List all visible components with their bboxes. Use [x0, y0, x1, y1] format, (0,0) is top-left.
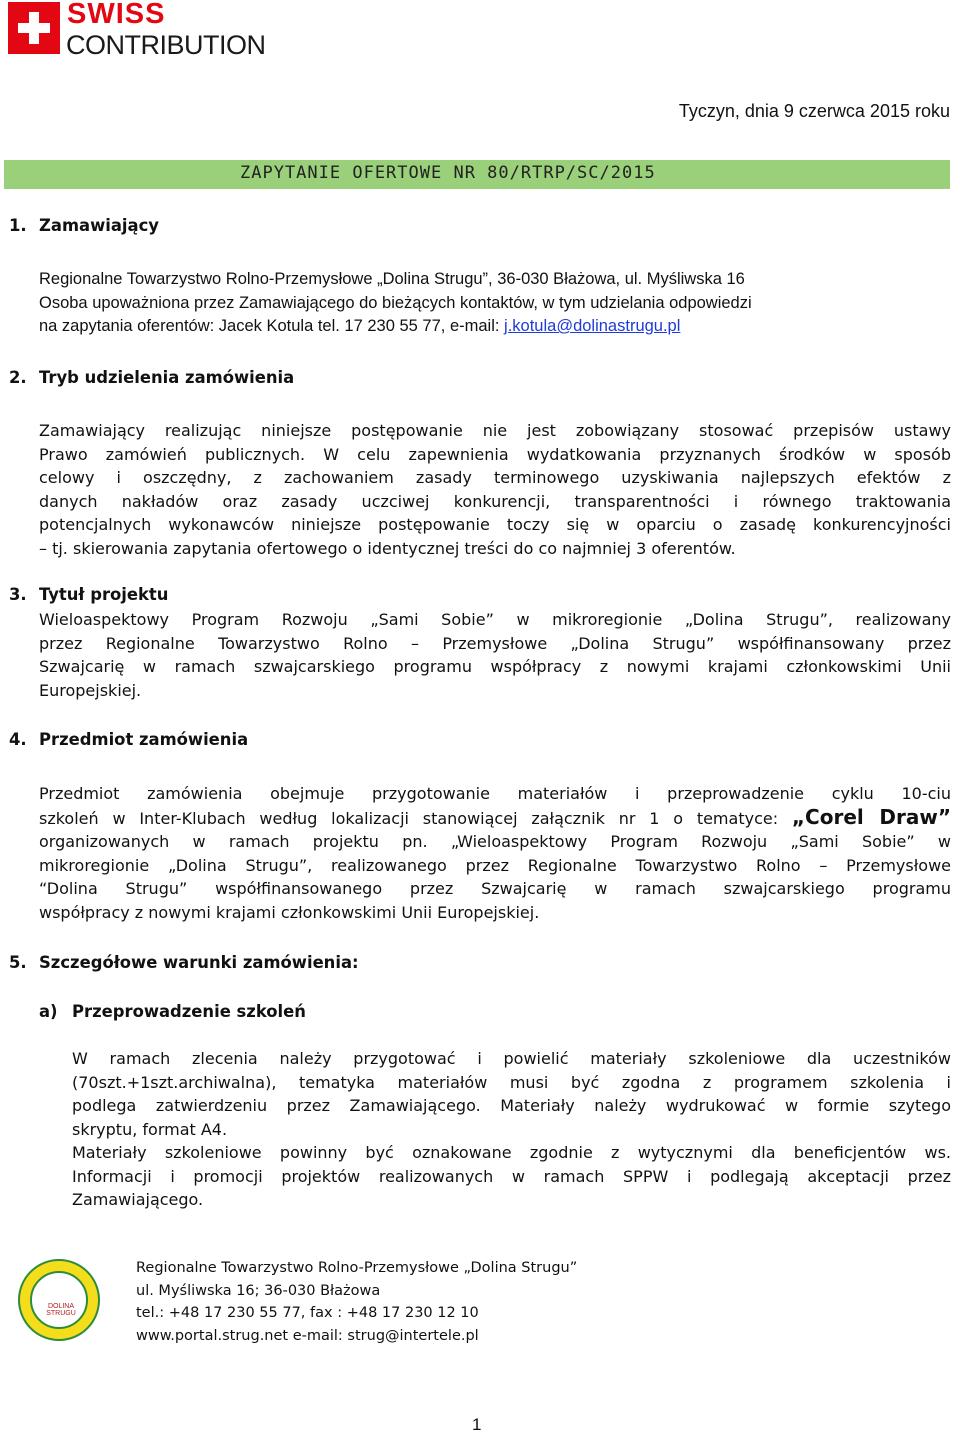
- section-3-line: Wieloaspektowy Program Rozwoju „Sami Sobie” w mikroregionie „Dolina Strugu”, realizowany: [39, 610, 951, 629]
- footer-line: www.portal.strug.net e-mail: strug@intertele.pl: [136, 1327, 479, 1344]
- section-1-body: [39, 268, 951, 339]
- section-1-line: Regionalne Towarzystwo Rolno-Przemysłowe „Dolina Strugu”, 36-030 Błażowa, ul. Myśliwska 16: [39, 270, 745, 288]
- section-4-line: [39, 806, 951, 831]
- section-5-line: Materiały szkoleniowe powinny być oznakowane zgodnie z wytycznymi dla beneficjentów ws.: [72, 1143, 951, 1162]
- training-topic: „Corel Draw”: [791, 804, 952, 829]
- section-2-line: celowy i oszczędny, z zachowaniem zasady terminowego uzyskiwania najlepszych efektów z: [39, 468, 951, 487]
- section-3-line: Europejskiej.: [39, 680, 142, 700]
- section-3-number: 3.: [9, 585, 27, 604]
- section-1-number: 1.: [9, 216, 27, 235]
- section-5-line: (70szt.+1szt.archiwalna), tematyka materiałów musi być zgodna z programem szkolenia i: [72, 1072, 951, 1092]
- section-5-line: Informacji i promocji projektów realizowanych w ramach SPPW i podlegają akceptacji przez: [72, 1166, 951, 1186]
- logo-inner-circle: [30, 1271, 88, 1329]
- section-5-heading: Szczegółowe warunki zamówienia:: [39, 953, 359, 972]
- section-1-line: [39, 315, 951, 339]
- swiss-cross-icon: [8, 2, 60, 54]
- section-2-line: Prawo zamówień publicznych. W celu zapewnienia wydatkowania przyznanych środków w sposób: [39, 444, 951, 464]
- section-5-line: podlega zatwierdzeniu przez Zamawiającego. Materiały należy wydrukować w formie szytego: [72, 1096, 951, 1115]
- document-title: ZAPYTANIE OFERTOWE NR 80/RTRP/SC/2015: [240, 163, 656, 183]
- section-1-line: Osoba upoważniona przez Zamawiającego do bieżących kontaktów, w tym udzielania odpowiedzi: [39, 293, 752, 312]
- section-4-line: organizowanych w ramach projektu pn. „Wieloaspektowy Program Rozwoju „Sami Sobie” w: [39, 832, 951, 851]
- section-4-topic-text: szkoleń w Inter-Klubach według lokalizacji stanowiącej załącznik nr 1 o tematyce:: [39, 808, 792, 828]
- dolina-strugu-logo: [18, 1259, 100, 1341]
- page-number: 1: [472, 1415, 482, 1434]
- section-5-line: Zamawiającego.: [72, 1190, 204, 1209]
- section-4-line: współpracy z nowymi krajami członkowskimi Unii Europejskiej.: [39, 902, 540, 922]
- section-2-body: [39, 419, 951, 560]
- subsection-a-heading: Przeprowadzenie szkoleń: [72, 1002, 306, 1021]
- section-1-contact-text: na zapytania oferentów: Jacek Kotula tel. 17 230 55 77, e-mail:: [39, 317, 505, 335]
- section-4-heading: Przedmiot zamówienia: [39, 730, 249, 749]
- section-4-body: [39, 782, 951, 924]
- section-5-line: W ramach zlecenia należy przygotować i powielić materiały szkoleniowe dla uczestników: [72, 1049, 951, 1068]
- section-5-number: 5.: [9, 953, 27, 972]
- section-3-line: Szwajcarię w ramach szwajcarskiego programu współpracy z nowymi krajami członkowskimi Unii: [39, 657, 951, 676]
- subsection-a-number: a): [39, 1002, 58, 1021]
- footer-line: Regionalne Towarzystwo Rolno-Przemysłowe „Dolina Strugu”: [136, 1260, 578, 1276]
- section-5-line: skryptu, format A4.: [72, 1119, 228, 1139]
- footer-line: ul. Myśliwska 16; 36-030 Błażowa: [136, 1282, 381, 1299]
- section-2-line: potencjalnych wykonawców niniejsze postępowanie toczy się w oparciu o zasadę konkurencyjności: [39, 515, 951, 534]
- section-4-line: Przedmiot zamówienia obejmuje przygotowanie materiałów i przeprowadzenie cyklu 10-ciu: [39, 784, 951, 803]
- section-2-number: 2.: [9, 368, 27, 387]
- footer-contact: [136, 1257, 577, 1347]
- section-4-line: “Dolina Strugu” współfinansowanego przez Szwajcarię w ramach szwajcarskiego programu: [39, 879, 951, 898]
- section-4-line: mikroregionie „Dolina Strugu”, realizowanego przez Regionalne Towarzystwo Rolno – Przemysłowe: [39, 855, 951, 875]
- section-5-body: [72, 1047, 951, 1212]
- logo-contribution-text: CONTRIBUTION: [66, 30, 266, 60]
- document-date: Tyczyn, dnia 9 czerwca 2015 roku: [678, 101, 950, 121]
- email-link[interactable]: j.kotula@dolinastrugu.pl: [504, 317, 681, 335]
- section-2-line: danych nakładów oraz zasady uczciwej konkurencji, transparentności i równego traktowania: [39, 491, 951, 511]
- section-3-body: [39, 608, 951, 702]
- section-1-heading: Zamawiający: [39, 216, 159, 235]
- section-3-line: przez Regionalne Towarzystwo Rolno – Przemysłowe „Dolina Strugu” współfinansowany przez: [39, 633, 951, 653]
- logo-swiss-text: SWISS: [67, 0, 166, 30]
- logo-text: DOLINA STRUGU: [46, 1303, 76, 1317]
- section-2-heading: Tryb udzielenia zamówienia: [39, 368, 295, 387]
- section-2-line: Zamawiający realizując niniejsze postępowanie nie jest zobowiązany stosować przepisów ustawy: [39, 421, 951, 440]
- section-2-line: – tj. skierowania zapytania ofertowego o identycznej treści do co najmniej 3 oferentów.: [39, 538, 736, 558]
- section-4-number: 4.: [9, 730, 27, 749]
- footer-line: tel.: +48 17 230 55 77, fax : +48 17 230 12 10: [136, 1305, 479, 1321]
- section-3-heading: Tytuł projektu: [39, 585, 169, 604]
